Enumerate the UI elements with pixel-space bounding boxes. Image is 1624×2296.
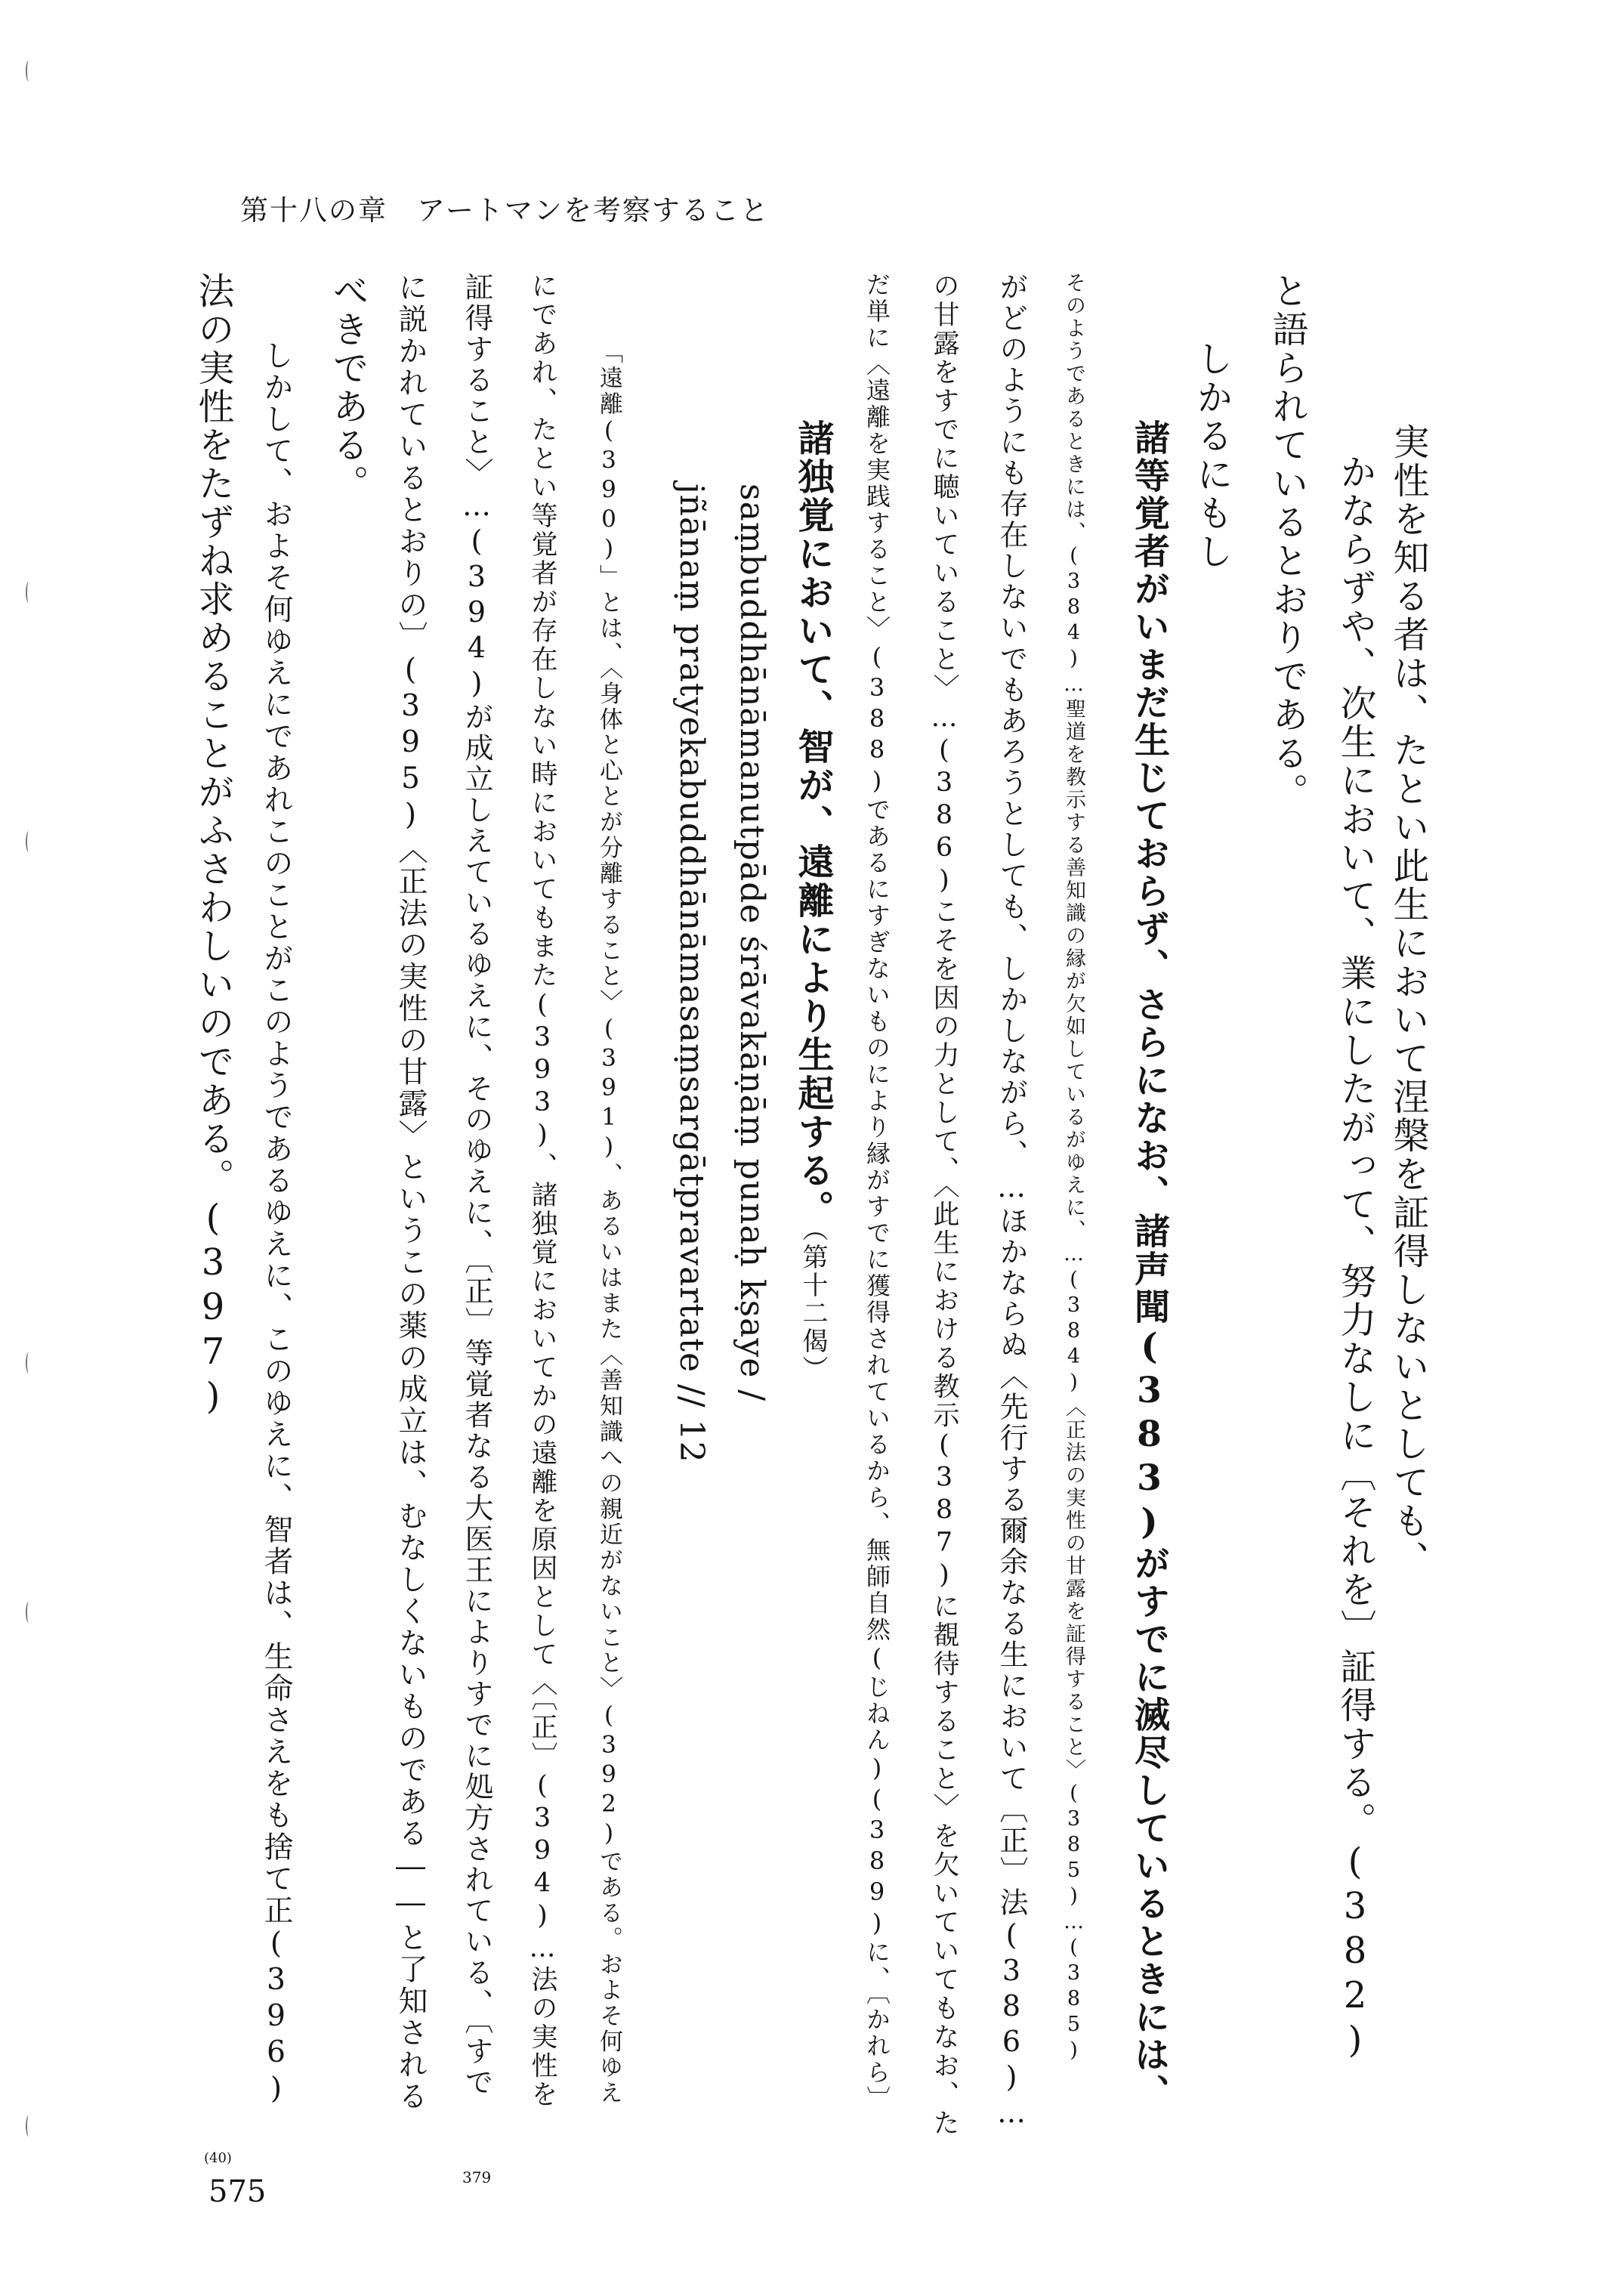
- text-column-3: と語られているとおりである。: [1266, 272, 1308, 811]
- sanskrit-line-1: saṃbuddhānāmanutpāde śrāvakāṇāṃ punaḥ kṣaye /: [733, 484, 771, 1402]
- text-column-2: かならずや、次生において、業にしたがって、努力なしに〔それを〕証得する。(382): [1334, 453, 1376, 2063]
- page-mark: (40): [204, 2150, 232, 2166]
- scan-mark: [26, 831, 32, 852]
- verse-column: [792, 419, 834, 1383]
- text-column-5: 諸等覚者がいまだ生じておらず、さらになお、諸声聞(383)がすでに滅尽しているときには、: [1128, 419, 1170, 2112]
- scan-mark: [26, 60, 32, 82]
- scan-mark: [26, 582, 32, 603]
- running-header: 第十八の章 アートマンを考察すること: [240, 194, 770, 227]
- text-column-13: に説かれているとおりの〕(395)〈正法の実性の甘露〉というこの薬の成立は、むなしくないものである――と了知される: [394, 272, 428, 2112]
- scan-mark: [26, 1602, 32, 1623]
- text-column-9: だ単に〈遠離を実践すること〉(388)であるにすぎないものにより縁がすでに獲得されているから、無師自然(じねん)(389)に、〔かれら〕: [863, 272, 891, 2112]
- text-column-16: 法の実性をたずね求めることがふさわしいのである。(397): [192, 272, 234, 1420]
- text-column-7: がどのようにも存在しないでもあろうとしても、しかしながら、…ほかならぬ〈先行する爾余なる生において〔正〕法(386)…: [995, 272, 1028, 2131]
- inner-page-number: 379: [462, 2168, 492, 2186]
- page-number: 575: [208, 2174, 267, 2209]
- text-column-11: にであれ、たとい等覚者が存在しない時においてもまた(393)、諸独覚においてかの遠離を原因として〈〔正〕(394)…法の実性を: [527, 272, 557, 2109]
- text-column-6: そのようであるときには、(384)…聖道を教示する善知識の縁が欠如しているがゆえに、…(384)〈正法の実性の甘露を証得すること〉(385)…(385): [1062, 272, 1085, 2064]
- verse-number: （第十二偈）: [798, 1228, 828, 1383]
- text-column-10: 「遠離(390)」とは、〈身体と心とが分離すること〉(391)、あるいはまた〈善知識への親近がないこと〉(392)である。およそ何ゆえ: [595, 340, 622, 2106]
- verse-text: 諸独覚において、智が、遠離により生起する。: [792, 419, 834, 1228]
- sanskrit-line-2: jñānaṃ pratyekabuddhānāmasaṃsargātpravartate // 12: [672, 484, 711, 1463]
- text-column-4: しかるにもし: [1190, 340, 1233, 571]
- text-column-14: べきである。: [326, 272, 369, 503]
- text-column-15: しかして、およそ何ゆえにであれこのことがこのようであるゆえに、このゆえに、智者は、生命さえをも捨て正(396): [259, 340, 293, 2108]
- text-column-1: 実性を知る者は、たとい此生において涅槃を証得しないとしても、: [1387, 423, 1429, 1579]
- scan-mark: [26, 1352, 32, 1374]
- scan-mark: [26, 2115, 32, 2137]
- text-column-8: の甘露をすでに聴いていること〉…(386)こそを因の力として、〈此生における教示(387)に覩待すること〉を欠いていてもなお、た: [929, 272, 959, 2138]
- text-column-12: 証得すること〉…(394)が成立しえているゆえに、そのゆえに、〔正〕等覚者なる大医王によりすでに処方されている、〔すで: [460, 272, 493, 2098]
